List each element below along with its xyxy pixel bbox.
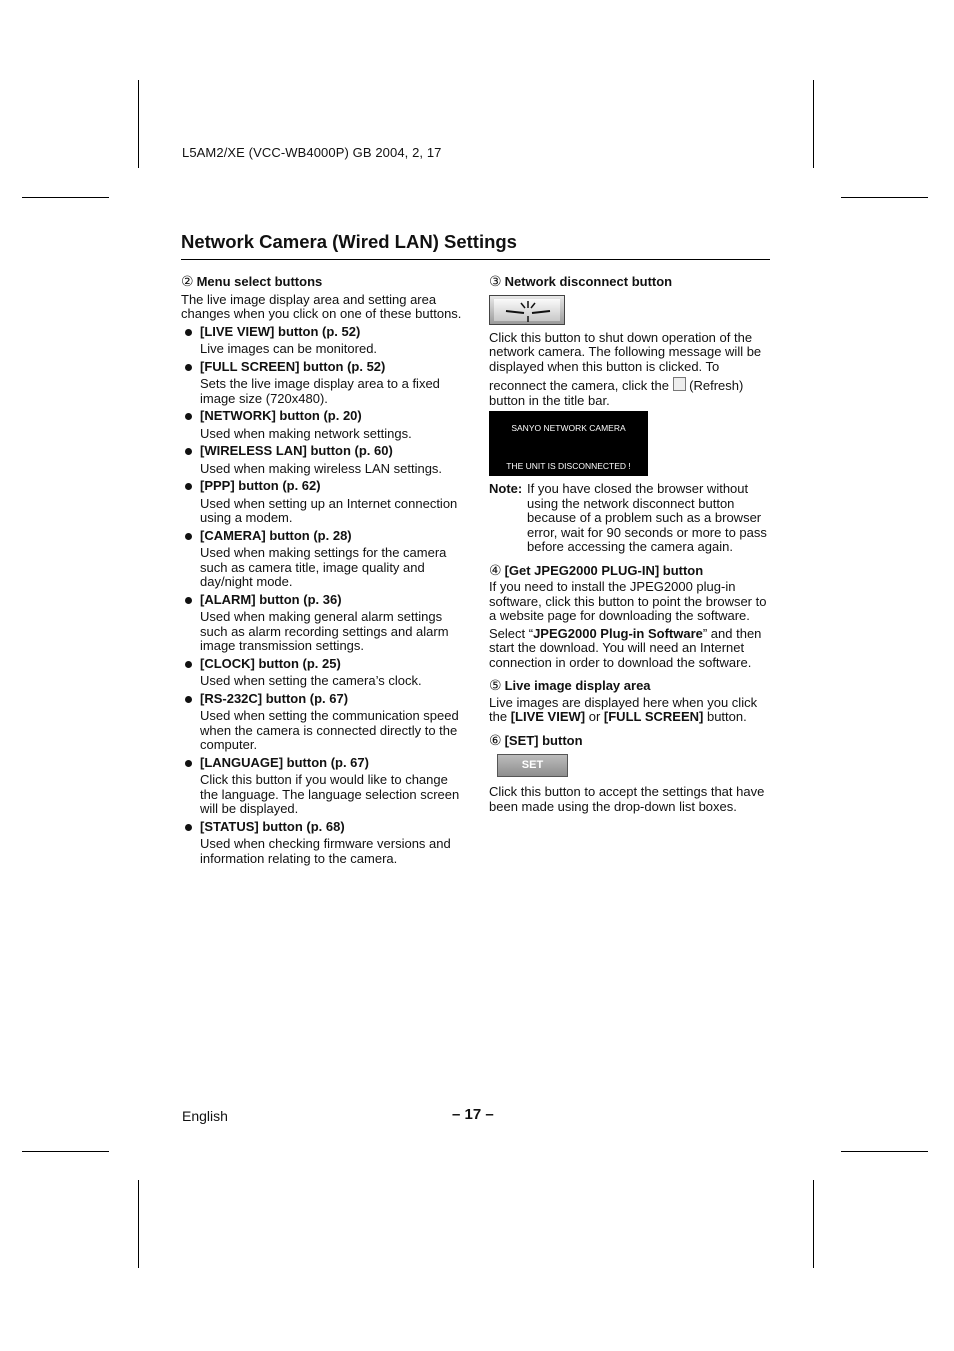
list-item <box>181 593 466 654</box>
list-item <box>181 820 466 867</box>
bullet-icon <box>185 329 192 336</box>
item-desc: Used when checking firmware versions and information relating to the camera. <box>200 836 451 866</box>
document-id: L5AM2/XE (VCC-WB4000P) GB 2004, 2, 17 <box>182 145 442 160</box>
bullet-icon <box>185 413 192 420</box>
section-desc: Click this button to shut down operation of the network camera. The following message will be displayed when this button is clicked. To <box>489 329 762 374</box>
page-number: – 17 – <box>452 1106 494 1123</box>
section-number: ④ <box>489 561 502 578</box>
bullet-icon <box>185 760 192 767</box>
crop-mark <box>813 80 814 168</box>
crop-mark <box>138 1180 139 1268</box>
bullet-icon <box>185 364 192 371</box>
network-disconnect-button[interactable] <box>489 295 565 325</box>
item-title: [RS-232C] button (p. 67) <box>200 690 349 706</box>
item-title: [STATUS] button (p. 68) <box>200 818 345 834</box>
item-desc: Used when making settings for the camera such as camera title, image quality and day/night mode. <box>200 545 447 589</box>
item-title: [WIRELESS LAN] button (p. 60) <box>200 443 393 458</box>
item-desc: Click this button if you would like to change the language. The language selection screen will be displayed. <box>200 772 460 816</box>
bullet-icon <box>185 597 192 604</box>
list-item <box>181 444 466 476</box>
section-number: ⑥ <box>489 731 502 748</box>
page-title: Network Camera (Wired LAN) Settings <box>181 231 517 252</box>
note <box>489 482 771 555</box>
disconnect-message: SANYO NETWORK CAMERA THE UNIT IS DISCONNECTED ! <box>489 411 648 476</box>
item-desc: Used when setting up an Internet connection using a modem. <box>200 495 458 525</box>
section-heading-set: ⑥ [SET] button <box>489 731 583 748</box>
item-title: [NETWORK] button (p. 20) <box>200 408 362 423</box>
item-title: [PPP] button (p. 62) <box>200 478 321 493</box>
crop-mark <box>138 80 139 168</box>
list-item <box>181 409 466 441</box>
right-column <box>489 274 771 814</box>
bullet-icon <box>185 661 192 668</box>
bullet-icon <box>185 448 192 455</box>
item-desc: Used when making network settings. <box>200 425 412 441</box>
section-desc: If you need to install the JPEG2000 plug-in software, click this button to point the browser to a website page for downloading the software. <box>489 579 767 623</box>
item-title: [CLOCK] button (p. 25) <box>200 655 341 671</box>
section-number: ③ <box>489 273 502 289</box>
item-title: [LANGUAGE] button (p. 67) <box>200 754 369 770</box>
note-label: Note: <box>489 481 523 496</box>
section-desc: reconnect the camera, click the (Refresh) button in the title bar. <box>489 378 744 408</box>
section-heading-live-image: ⑤ Live image display area <box>489 677 651 693</box>
section-number: ⑤ <box>489 677 502 693</box>
section-intro: The live image display area and setting area changes when you click on one of these buttons. <box>181 291 462 321</box>
crop-mark <box>813 1180 814 1268</box>
section-desc: Select “JPEG2000 Plug-in Software” and then start the download. You will need an Internet connection in order to download the software. <box>489 625 762 670</box>
item-desc: Live images can be monitored. <box>200 341 378 356</box>
item-desc: Sets the live image display area to a fixed image size (720x480). <box>200 376 440 406</box>
section-heading-menu-select: ② Menu select buttons <box>181 273 323 289</box>
item-title: [FULL SCREEN] button (p. 52) <box>200 358 386 374</box>
crop-mark <box>22 1151 109 1152</box>
set-button[interactable]: SET <box>497 754 568 777</box>
section-number: ② <box>181 273 194 289</box>
section-heading-jpeg2000: ④ [Get JPEG2000 PLUG-IN] button <box>489 561 704 578</box>
left-column <box>181 274 466 866</box>
bullet-icon <box>185 696 192 703</box>
title-divider <box>181 259 770 260</box>
list-item <box>181 360 466 407</box>
list-item <box>181 325 466 357</box>
disconnect-icon <box>494 299 562 323</box>
item-title: [LIVE VIEW] button (p. 52) <box>200 323 361 339</box>
item-title: [ALARM] button (p. 36) <box>200 591 342 607</box>
note-text: If you have closed the browser without using the network disconnect button because of a problem such as a browser error, wait for 90 seconds or more to pass before accessing the camera again. <box>527 481 767 554</box>
item-desc: Used when setting the camera’s clock. <box>200 673 422 688</box>
footer-language: English <box>182 1108 228 1124</box>
bullet-icon <box>185 824 192 831</box>
crop-mark <box>841 197 928 198</box>
crop-mark <box>841 1151 928 1152</box>
list-item <box>181 479 466 526</box>
item-title: [CAMERA] button (p. 28) <box>200 527 352 543</box>
section-desc: Click this button to accept the settings that have been made using the drop-down list boxes. <box>489 784 765 814</box>
item-desc: Used when setting the communication speed when the camera is connected directly to the computer. <box>200 708 459 752</box>
list-item <box>181 692 466 753</box>
refresh-icon <box>673 377 686 391</box>
section-desc: Live images are displayed here when you click the [LIVE VIEW] or [FULL SCREEN] button. <box>489 694 758 724</box>
crop-mark <box>22 197 109 198</box>
list-item <box>181 756 466 817</box>
list-item <box>181 529 466 590</box>
item-desc: Used when making wireless LAN settings. <box>200 460 443 476</box>
bullet-icon <box>185 533 192 540</box>
item-desc: Used when making general alarm settings such as alarm recording settings and alarm image transmission settings. <box>200 609 449 653</box>
list-item <box>181 657 466 689</box>
section-heading-network-disconnect: ③ Network disconnect button <box>489 273 673 289</box>
bullet-icon <box>185 483 192 490</box>
